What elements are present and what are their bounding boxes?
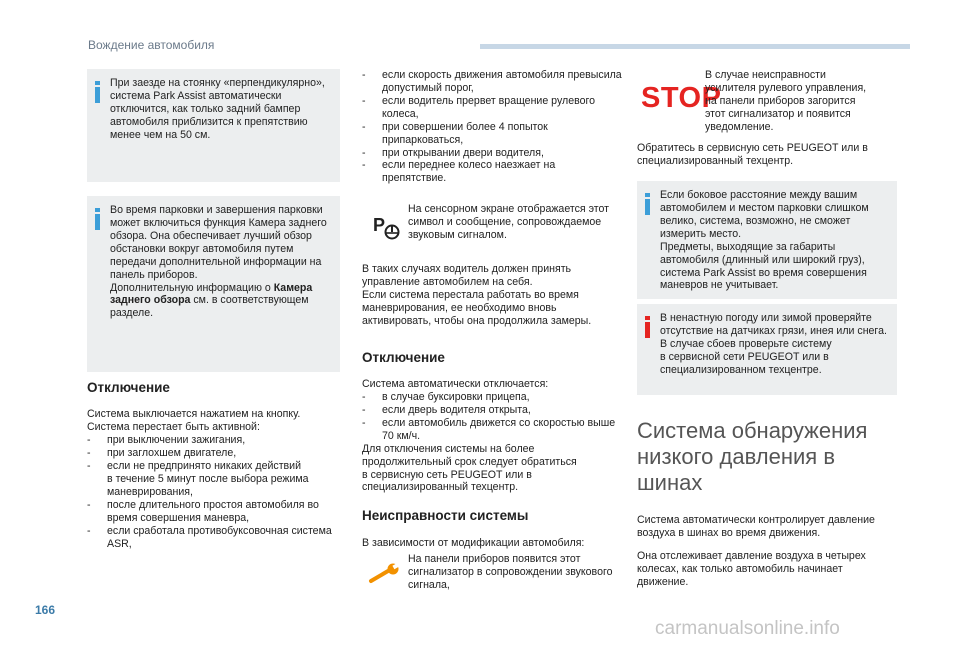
section-title-tpms: Система обнаружения низкого давления в шинах [637, 418, 868, 495]
deactivation-list [87, 434, 347, 550]
stop-text: В случае неисправности усилителя рулевого управления, на панели приборов загорится этот сигнализатор и появится уведомление. [705, 69, 867, 133]
info-note-perpendicular [87, 69, 340, 182]
list-item: - если скорость движения автомобиля превысила допустимый порог, [362, 69, 622, 94]
contact-text: Обратитесь в сервисную сеть PEUGEOT или в специализированный техцентр. [637, 142, 868, 167]
header-title: Вождение автомобиля [88, 38, 215, 52]
info-note-lateral [637, 181, 897, 299]
list-item: - при совершении более 4 попыток припарковаться, [362, 120, 548, 146]
list-item: - если автомобиль движется со скоростью выше 70 км/ч. [362, 416, 616, 442]
park-assist-warning [362, 203, 627, 251]
park-assist-icon [372, 213, 402, 241]
info-note-text: Если боковое расстояние между вашим автомобилем и местом парковки слишком велико, система, возможно, не сможет измерить место. Предметы, выходящие за габариты автомобиля (длинный или широкий груз), система Park Assist во время совершения маневров не учитывает. [660, 189, 869, 292]
wrench-text: На панели приборов появится этот сигнализатор в сопровождении звукового сигнала, [408, 553, 613, 591]
info-note-text: При заезде на стоянку «перпендикулярно», система Park Assist автоматически отключится, как только задний бампер автомобиля приблизится к препятствию менее чем на 50 см. [110, 77, 325, 141]
info-note-text [110, 204, 332, 320]
list-item: - при выключении зажигания, [87, 434, 246, 447]
note-text-bold: Камера заднего обзора [110, 281, 313, 307]
malfunction-intro: В зависимости от модификации автомобиля: [362, 536, 585, 549]
info-icon [95, 81, 100, 103]
section-title-otklyuchenie: Отключение [87, 380, 170, 395]
warning-icon [645, 316, 650, 338]
header-bar [480, 44, 910, 49]
wrench-icon [368, 563, 402, 585]
park-assist-text: На сенсорном экране отображается этот символ и сообщение, сопровождаемое звуковым сигналом. [408, 203, 609, 241]
column-1-body [87, 380, 347, 551]
auto-off-intro: Система автоматически отключается: [362, 378, 549, 391]
list-item: - при открывании двери водителя, [362, 146, 544, 159]
warning-note-text: В ненастную погоду или зимой проверяйте отсутствие на датчиках грязи, инея или снега. В случае сбоев проверьте систему в сервисной сети PEUGEOT или в специализированном техцентре. [660, 312, 887, 376]
note-text-start: Во время парковки и завершения парковки может включиться функция Камера заднего обзора. Она обеспечивает лучший обзор обстановки вокруг автомобиля путем передачи дополнительной информации на панель приборов. Дополнительную информацию о [110, 204, 327, 294]
list-item: - в случае буксировки прицепа, [362, 391, 530, 403]
intro-text: Система выключается нажатием на кнопку. Система перестает быть активной: [87, 408, 301, 434]
list-item: - если водитель прервет вращение рулевого колеса, [362, 94, 596, 120]
wrench-warning [362, 553, 627, 597]
column-2-body [362, 263, 627, 550]
driver-control-text: В таких случаях водитель должен принять управление автомобилем на себя. Если система перестала работать во время маневрирования, ее необходимо вновь активировать, чтобы она продолжила замеры. [362, 263, 592, 327]
list-item: - если сработала противобуксовочная система ASR, [87, 524, 332, 550]
list-item: - после длительного простоя автомобиля во время совершения маневра, [87, 498, 319, 524]
list-item: - если не предпринято никаких действий в течение 5 минут после выбора режима маневрирования, [87, 460, 309, 498]
svg-text:P: P [373, 215, 386, 235]
list-item: - при заглохшем двигателе, [87, 447, 237, 460]
column-2-list [362, 69, 627, 185]
list-item: - если дверь водителя открыта, [362, 403, 531, 416]
info-note-camera [87, 196, 340, 372]
info-icon [95, 208, 100, 230]
warning-note-weather [637, 304, 897, 395]
info-icon [645, 193, 650, 215]
section-title-auto-off: Отключение [362, 349, 445, 365]
watermark: carmanualsonline.info [655, 618, 840, 639]
section-title-malfunction: Неисправности системы [362, 508, 529, 524]
column-3-body [637, 418, 902, 588]
list-item: - если переднее колесо наезжает на препятствие. [362, 159, 556, 185]
note-text-tail: см. в соответствующем разделе. [110, 294, 309, 320]
stop-warning [637, 69, 897, 133]
tpms-para-2: Она отслеживает давление воздуха в четырех колесах, как только автомобиль начинает движение. [637, 549, 866, 588]
page-number: 166 [35, 603, 56, 617]
stop-icon: STOP [641, 82, 722, 114]
auto-off-outro: Для отключения системы на более продолжительный срок следует обратиться в сервисную сеть PEUGEOT или в специализированный техцентр. [362, 442, 577, 494]
tpms-para-1: Система автоматически контролирует давление воздуха в шинах во время движения. [637, 513, 875, 539]
